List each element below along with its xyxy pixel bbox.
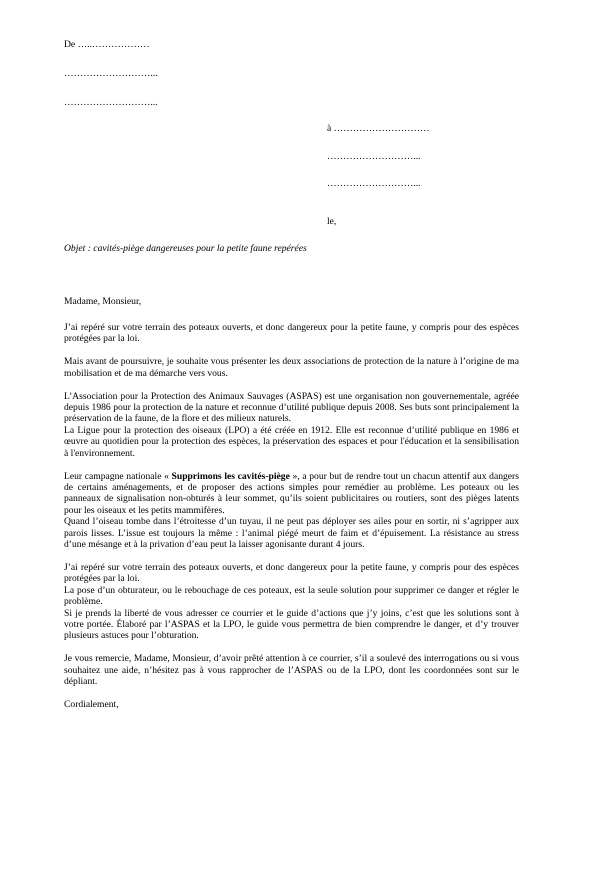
letter-closing: Cordialement, (64, 698, 119, 710)
paragraph-lpo: La Ligue pour la protection des oiseaux (LPO) a été créée en 1912. Elle est reconnue d’utilité publique en 1986 et œuvre au quotidien pour la protection des espèces, la préservation des espaces et pour l'éducation et la sensibilisation à l'environnement. (64, 424, 519, 459)
paragraph-solution: La pose d’un obturateur, ou le rebouchage de ces poteaux, est la seule solution pour supprimer ce danger et régler le problème. (64, 584, 519, 608)
sender-line-2: ………………………... (64, 68, 158, 79)
sender-line-1: De …..……………… (64, 39, 150, 50)
paragraph-intro-associations: Mais avant de poursuivre, je souhaite vous présenter les deux associations de protection de la nature à l’origine de ma mobilisation et de ma démarche vers vous. (64, 356, 519, 379)
paragraph-thanks: Je vous remercie, Madame, Monsieur, d’avoir prêté attention à ce courrier, s’il a soulevé des interrogations ou si vous souhaitez une aide, n’hésitez pas à vous rapprocher de l’ASPAS ou de la LPO, dont les coordonnées sont sur le dépliant. (64, 653, 519, 688)
recipient-line-2: ………………………... (327, 151, 421, 162)
letter-greeting: Madame, Monsieur, (64, 296, 142, 307)
recipient-line-1: à ………………………… (327, 123, 430, 134)
paragraph-situation: J’ai repéré sur votre terrain des poteaux ouverts, et donc dangereux pour la petite faune, y compris pour des espèces protégées par la loi. (64, 322, 519, 345)
campaign-suffix: », a pour but de rendre tout un chacun attentif aux dangers de certains aménagements, et de proposer des actions simples pour remédier au problème. Les poteaux ou les panneaux de signalisation non-obturés à leur sommet, qu’ils soient publicitaires ou routiers, sont des pièges latents pour les oiseaux et les petits mammifères. (64, 470, 519, 516)
paragraph-campaign (64, 471, 519, 517)
campaign-name: Supprimons les cavités-piège (171, 470, 290, 482)
paragraph-situation-repeat: J’ai repéré sur votre terrain des poteaux ouverts, et donc dangereux pour la petite faune, y compris pour des espèces protégées par la loi. (64, 561, 519, 585)
sender-line-3: ………………………... (64, 97, 158, 108)
letter-date: le, (327, 216, 337, 227)
paragraph-aspas: L’Association pour la Protection des Animaux Sauvages (ASPAS) est une organisation non gouvernementale, agréée depuis 1986 pour la protection de la nature et reconnue d’utilité publique depuis 2008. Ses buts sont principalement la préservation de la faune, de la flore et des milieux naturels. (64, 390, 519, 425)
letter-subject: Objet : cavités-piège dangereuses pour la petite faune repérées (64, 243, 307, 254)
recipient-line-3: ………………………... (327, 178, 421, 189)
campaign-prefix: Leur campagne nationale « (64, 470, 172, 482)
paragraph-trap-effect: Quand l’oiseau tombe dans l’étroitesse d’un tuyau, il ne peut pas déployer ses ailes pour en sortir, ni s’agripper aux parois lisses. L’issue est toujours la même : l’animal piégé meurt de faim et d’épuisement. La résistance au stress d’une mésange et à la privation d’eau peut la laisser agonisante durant 4 jours. (64, 516, 519, 550)
paragraph-guide: Si je prends la liberté de vous adresser ce courrier et le guide d’actions que j’y joins, c’est que les solutions sont à votre portée. Élaboré par l’ASPAS et la LPO, le guide vous permettra de bien comprendre le danger, et d’y trouver plusieurs astuces pour l’obturation. (64, 607, 519, 642)
letter-body (64, 322, 519, 710)
